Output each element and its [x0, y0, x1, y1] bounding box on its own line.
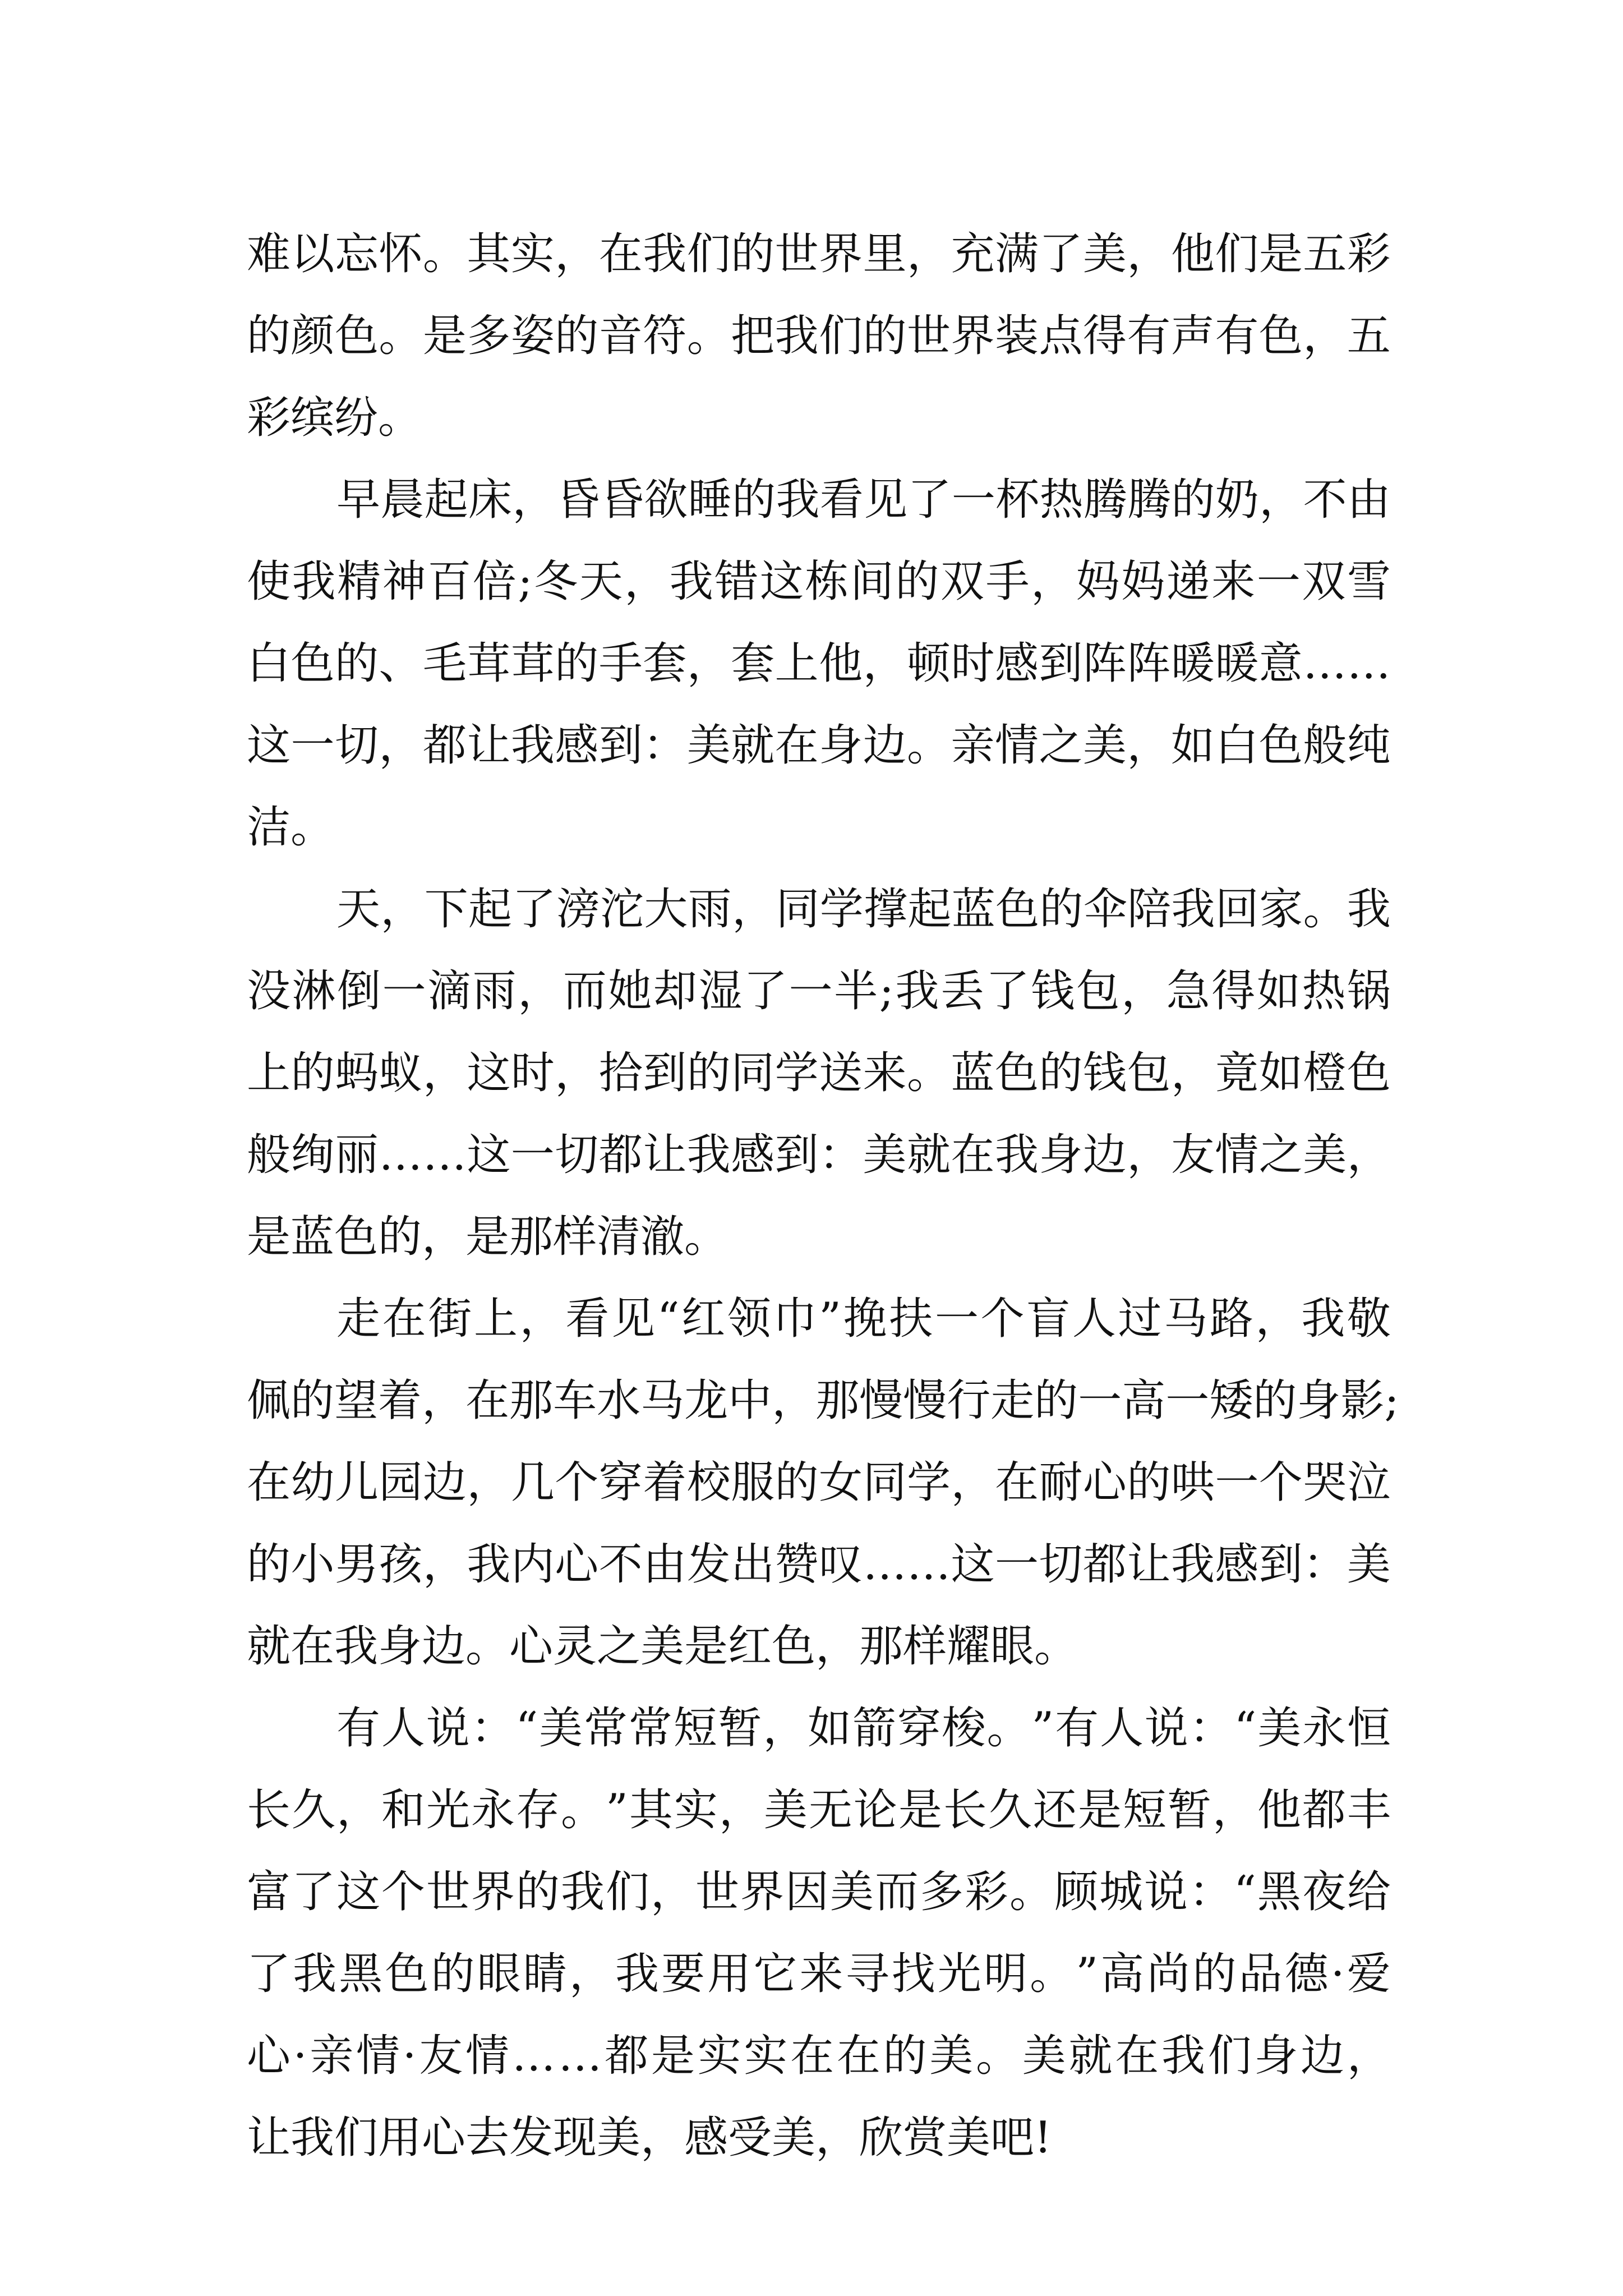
text-line: 没 淋 倒 一 滴 雨 ， 而 她 却 湿 了 一 半 ; 我 丢 了 钱 包 ， 急 得 如 热 锅 [247, 966, 1391, 1016]
text-line: 的 颜 色 。 是 多 姿 的 音 符 。 把 我 们 的 世 界 装 点 得 有 声 有 色 ， 五 [247, 311, 1391, 361]
text-line: 就在我身边。心灵之美是红色，那样耀眼。 [247, 1621, 1078, 1672]
text-line: 天 ， 下 起 了 滂 沱 大 雨 ， 同 学 撑 起 蓝 色 的 伞 陪 我 回 家 。 我 [336, 884, 1391, 935]
text-line: 在 幼 儿 园 边 ， 几 个 穿 着 校 服 的 女 同 学 ， 在 耐 心 的 哄 一 个 哭 泣 [247, 1457, 1391, 1508]
text-line: 难 以 忘 怀 。 其 实 ， 在 我 们 的 世 界 里 ， 充 满 了 美 ， 他 们 是 五 彩 [247, 229, 1391, 279]
text-line: 心 · 亲 情 · 友 情 … … 都 是 实 实 在 在 的 美 。 美 就 在 我 们 身 边 ， [247, 2031, 1391, 2081]
text-line: 彩缤纷。 [247, 393, 422, 443]
text-line: 了 我 黑 色 的 眼 睛 ， 我 要 用 它 来 寻 找 光 明 。 ” 高 尚 的 品 德 · 爱 [247, 1949, 1391, 1999]
text-line: 让我们用心去发现美，感受美，欣赏美吧! [247, 2113, 1052, 2163]
document-body [247, 213, 1399, 2179]
text-line: 般 绚 丽 … … 这 一 切 都 让 我 感 到 ： 美 就 在 我 身 边 ， 友 情 之 美 ， [247, 1130, 1391, 1180]
text-line: 长 久 ， 和 光 永 存 。 ” 其 实 ， 美 无 论 是 长 久 还 是 短 暂 ， 他 都 丰 [247, 1785, 1391, 1835]
text-line: 使 我 精 神 百 倍 ; 冬 天 ， 我 错 这 栋 间 的 双 手 ， 妈 妈 递 来 一 双 雪 [247, 556, 1391, 607]
text-line: 白 色 的 、 毛 茸 茸 的 手 套 ， 套 上 他 ， 顿 时 感 到 阵 阵 暖 暖 意 … … [247, 638, 1391, 689]
text-line: 的 小 男 孩 ， 我 内 心 不 由 发 出 赞 叹 … … 这 一 切 都 让 我 感 到 ： 美 [247, 1539, 1391, 1590]
text-line: 富 了 这 个 世 界 的 我 们 ， 世 界 因 美 而 多 彩 。 顾 城 说 ： “ 黑 夜 给 [247, 1867, 1391, 1917]
text-line: 上 的 蚂 蚁 ， 这 时 ， 拾 到 的 同 学 送 来 。 蓝 色 的 钱 包 ， 竟 如 橙 色 [247, 1048, 1391, 1098]
text-line: 是蓝色的，是那样清澈。 [247, 1212, 728, 1262]
text-line: 走 在 街 上 ， 看 见 “ 红 领 巾 ” 挽 扶 一 个 盲 人 过 马 路 ， 我 敬 [336, 1294, 1391, 1344]
text-line: 洁。 [247, 802, 335, 853]
text-line: 早 晨 起 床 ， 昏 昏 欲 睡 的 我 看 见 了 一 杯 热 腾 腾 的 奶 ， 不 由 [336, 475, 1391, 525]
text-line: 佩 的 望 着 ， 在 那 车 水 马 龙 中 ， 那 慢 慢 行 走 的 一 高 一 矮 的 身 影 ; [247, 1375, 1399, 1426]
text-line: 这 一 切 ， 都 让 我 感 到 ： 美 就 在 身 边 。 亲 情 之 美 ， 如 白 色 般 纯 [247, 720, 1391, 771]
text-line: 有 人 说 ： “ 美 常 常 短 暂 ， 如 箭 穿 梭 。 ” 有 人 说 ： “ 美 永 恒 [336, 1703, 1391, 1754]
